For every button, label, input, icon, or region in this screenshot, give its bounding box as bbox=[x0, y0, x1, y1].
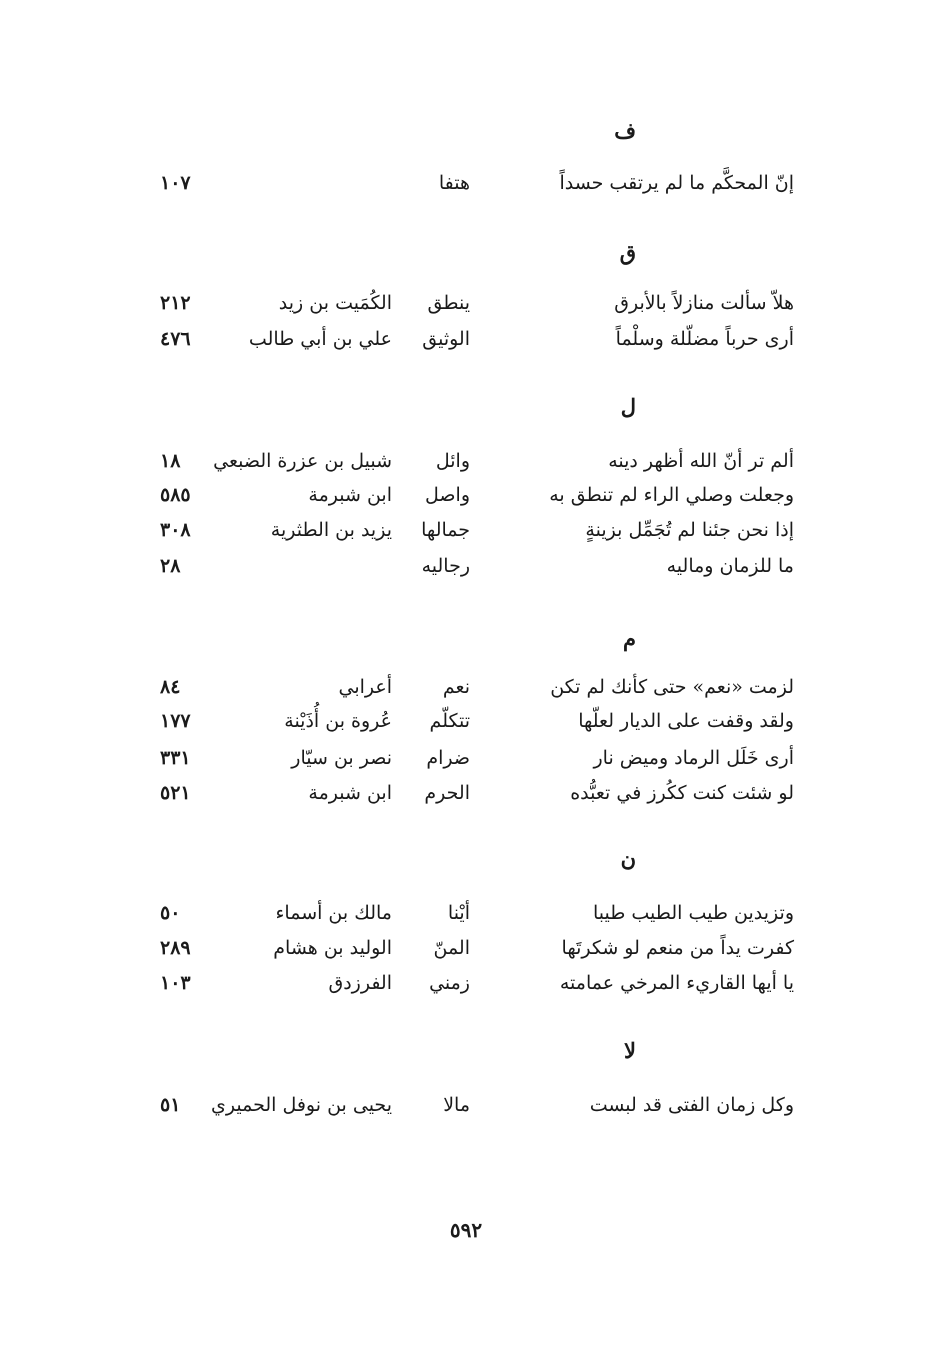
poet-name: مالك بن أسماء bbox=[275, 902, 392, 924]
page-number: ٥٩٢ bbox=[449, 1218, 483, 1242]
poet-name: ابن شبرمة bbox=[308, 782, 392, 804]
section-letter: ف bbox=[614, 118, 636, 143]
section-letter: ن bbox=[620, 846, 636, 871]
rhyme-word: جمالها bbox=[421, 519, 470, 541]
rhyme-word: المنّ bbox=[433, 937, 470, 959]
index-row bbox=[0, 478, 932, 512]
rhyme-word: رجاليه bbox=[421, 555, 470, 577]
poet-name: يحيى بن نوفل الحميري bbox=[211, 1094, 392, 1116]
poet-name: الفرزدق bbox=[328, 972, 392, 994]
section-letter: ق bbox=[619, 240, 636, 265]
page-reference: ٤٧٦ bbox=[160, 328, 191, 350]
verse-text: وتزيدين طيب الطيب طيبا bbox=[592, 902, 794, 924]
verse-text: وكل زمان الفتى قد لبست bbox=[589, 1094, 794, 1116]
poet-name: أعرابي bbox=[338, 676, 392, 698]
page-reference: ١٧٧ bbox=[160, 710, 191, 732]
index-row bbox=[0, 704, 932, 738]
poet-name: نصر بن سيّار bbox=[291, 747, 392, 769]
index-row bbox=[0, 776, 932, 810]
poet-name: علي بن أبي طالب bbox=[248, 328, 392, 350]
verse-text: يا أيها القاريء المرخي عمامته bbox=[559, 972, 794, 994]
index-row bbox=[0, 1088, 932, 1122]
rhyme-word: تتكلّم bbox=[429, 710, 470, 732]
poet-name: الكُمَيت بن زيد bbox=[278, 292, 392, 314]
poet-name: ابن شبرمة bbox=[308, 484, 392, 506]
page-reference: ٢١٢ bbox=[160, 292, 191, 314]
page-reference: ٥٢١ bbox=[160, 782, 191, 804]
verse-text: ألم تر أنّ الله أظهر دينه bbox=[608, 450, 794, 472]
verse-text: هلاّ سألت منازلاً بالأبرق bbox=[614, 292, 794, 314]
rhyme-word: ينطق bbox=[427, 292, 470, 314]
verse-text: ما للزمان وماليه bbox=[666, 555, 794, 577]
page-reference: ١٠٧ bbox=[160, 172, 191, 194]
index-row bbox=[0, 322, 932, 356]
rhyme-word: ضرام bbox=[426, 747, 470, 769]
page-reference: ٥٠ bbox=[160, 902, 181, 924]
poet-name: عُروة بن أُذَيْنة bbox=[284, 710, 392, 732]
poet-name: الوليد بن هشام bbox=[273, 937, 392, 959]
section-letter: لا bbox=[624, 1038, 636, 1063]
index-row bbox=[0, 166, 932, 200]
index-row bbox=[0, 513, 932, 547]
rhyme-word: واصل bbox=[425, 484, 470, 506]
page-reference: ١٠٣ bbox=[160, 972, 191, 994]
index-row bbox=[0, 549, 932, 583]
page-reference: ٨٤ bbox=[160, 676, 181, 698]
rhyme-word: نعم bbox=[442, 676, 470, 698]
rhyme-word: أيْنا bbox=[447, 902, 470, 924]
page-reference: ٥٨٥ bbox=[160, 484, 191, 506]
verse-text: ولقد وقفت على الديار لعلّها bbox=[578, 710, 794, 732]
verse-text: إذا نحن جئنا لم تُجَمِّل بزينةٍ bbox=[585, 519, 794, 541]
index-row bbox=[0, 670, 932, 704]
rhyme-word: وائل bbox=[435, 450, 470, 472]
rhyme-word: الحرم bbox=[424, 782, 470, 804]
index-row bbox=[0, 444, 932, 478]
page-reference: ١٨ bbox=[160, 450, 181, 472]
poet-name: شبيل بن عزرة الضبعي bbox=[213, 450, 392, 472]
rhyme-word: مالا bbox=[443, 1094, 470, 1116]
rhyme-word: هتفا bbox=[438, 172, 470, 194]
index-row bbox=[0, 286, 932, 320]
section-letter: م bbox=[622, 626, 636, 651]
verse-text: أرى حرباً مضلّلة وسلْماً bbox=[615, 328, 794, 350]
section-letter: ل bbox=[620, 394, 636, 419]
page-reference: ٢٨ bbox=[160, 555, 181, 577]
poet-name: يزيد بن الطثرية bbox=[270, 519, 392, 541]
verse-text: أرى خَلَل الرماد وميض نار bbox=[593, 747, 794, 769]
index-row bbox=[0, 931, 932, 965]
verse-text: لو شئت كنت ككُرز في تعبُّده bbox=[570, 782, 794, 804]
page-reference: ٥١ bbox=[160, 1094, 181, 1116]
index-row bbox=[0, 741, 932, 775]
verse-text: لزمت «نعم» حتى كأنك لم تكن bbox=[550, 676, 794, 698]
page-reference: ٣٠٨ bbox=[160, 519, 191, 541]
rhyme-word: الوثيق bbox=[422, 328, 470, 350]
page-reference: ٣٣١ bbox=[160, 747, 191, 769]
page-reference: ٢٨٩ bbox=[160, 937, 191, 959]
index-row bbox=[0, 966, 932, 1000]
index-row bbox=[0, 896, 932, 930]
verse-text: وجعلت وصلي الراء لم تنطق به bbox=[549, 484, 794, 506]
verse-text: كفرت يداً من منعم لو شكرتَها bbox=[561, 937, 794, 959]
verse-text: إنّ المحكَّم ما لم يرتقب حسداً bbox=[559, 172, 794, 194]
rhyme-word: زمني bbox=[429, 972, 470, 994]
